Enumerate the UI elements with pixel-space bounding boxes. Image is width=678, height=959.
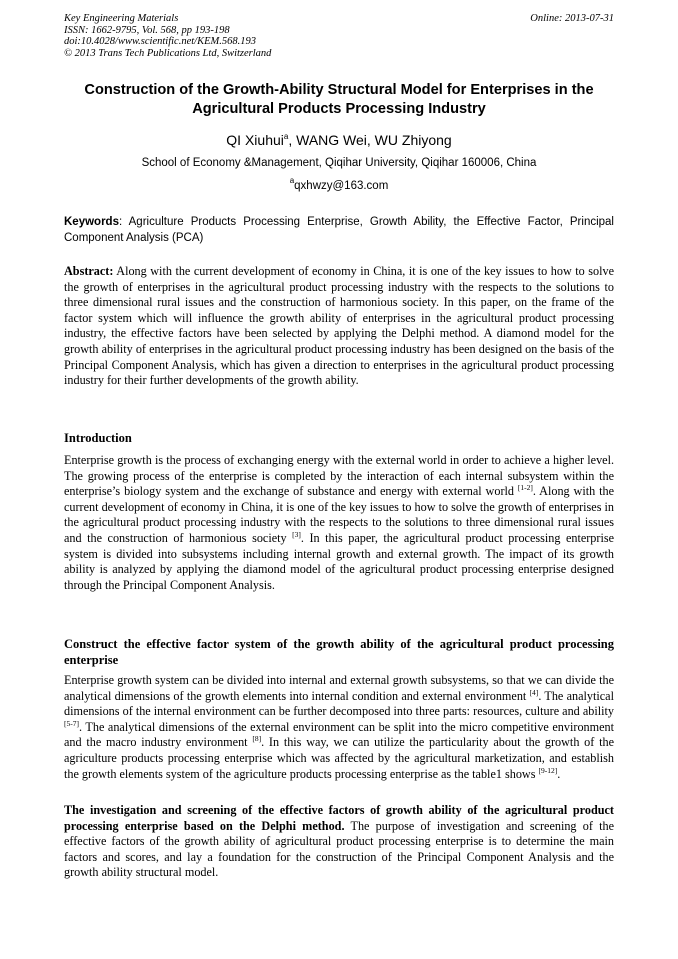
construct-text-4: . In this way, we can utilize the particularity about the growth of the agriculture products processing enterprise which was affected by the agricultural marketization, and establish the growth elements system of the agriculture products processing enterprise as the table1 shows xyxy=(64,735,614,781)
other-authors: , WANG Wei, WU Zhiyong xyxy=(288,132,452,148)
journal-name: Key Engineering Materials xyxy=(64,13,179,24)
author-list xyxy=(60,131,618,149)
introduction-paragraph xyxy=(64,453,614,593)
citation: [3] xyxy=(292,529,301,539)
citation: [5-7] xyxy=(64,718,79,728)
construct-text-2: . The analytical dimensions of the internal environment can be further decomposed into three parts: resources, culture and ability xyxy=(64,688,614,719)
intro-text-3: . In this paper, the agricultural product processing enterprise system is divided into subsystems including internal growth and external growth. The impact of its growth ability is analyzed by applying the diamond model of the agricultural product processing enterprise designed through the Principal Component Analysis. xyxy=(64,530,614,592)
paper-title: Construction of the Growth-Ability Structural Model for Enterprises in the Agricultural Products Processing Industry xyxy=(84,82,594,117)
citation: [4] xyxy=(529,687,539,697)
copyright-line: © 2013 Trans Tech Publications Ltd, Switzerland xyxy=(64,47,272,59)
citation: [1-2] xyxy=(517,483,533,493)
citation: [8] xyxy=(252,734,262,744)
construct-paragraph xyxy=(64,673,614,782)
abstract xyxy=(64,264,614,389)
investigation-text: The purpose of investigation and screening of the effective factors of the growth ability of agricultural product processing enterprise is to determine the main factors and scores, and lay a foundation for the construction of the Principal Component Analysis and the growth ability structural model. xyxy=(64,818,614,880)
investigation-paragraph xyxy=(64,803,614,881)
intro-text-1: Enterprise growth is the process of exchanging energy with the external world in order to achieve a higher level. The growing process of the enterprise is completed by the interaction of each internal subsystem within the enterprise’s biology system and the exchange of substance and energy with external world xyxy=(64,453,614,499)
email-address: qxhwzy@163.com xyxy=(294,180,389,192)
author-1: QI Xiuhui xyxy=(226,132,284,148)
doi-line: doi:10.4028/www.scientific.net/KEM.568.193 xyxy=(64,36,256,47)
intro-text-2: . Along with the current development of economy in China, it is one of the key issues to how to solve the growth of enterprises in the agricultural product processing industry with the respects to the solutions to three dimensional rural issues and the construction of harmonious society xyxy=(64,484,615,545)
journal-header xyxy=(64,13,614,59)
contact-email xyxy=(60,176,618,194)
online-date: Online: 2013-07-31 xyxy=(530,13,614,24)
construct-text-1: Enterprise growth system can be divided into internal and external growth subsystems, so that we can divide the analytical dimensions of the growth elements into internal condition and external environment xyxy=(64,673,614,703)
investigation-lead: The investigation and screening of the effective factors of growth ability of the agricultural product processing enterprise based on the Delphi method. xyxy=(64,803,614,833)
abstract-label: Abstract: xyxy=(64,264,114,278)
introduction-heading: Introduction xyxy=(64,431,132,445)
keywords-text: : Agriculture Products Processing Enterprise, Growth Ability, the Effective Factor, Principal Component Analysis (PCA) xyxy=(64,216,614,244)
construct-text-5: . xyxy=(557,766,561,781)
author-1-affil-mark: a xyxy=(283,132,289,141)
email-affil-mark: a xyxy=(289,176,295,185)
construct-text-3: . The analytical dimensions of the external environment can be split into the micro competitive environment and the macro industry environment xyxy=(64,719,614,750)
issn-line: ISSN: 1662-9795, Vol. 568, pp 193-198 xyxy=(64,24,230,36)
abstract-text: Along with the current development of economy in China, it is one of the key issues to how to solve the growth of enterprises in the agricultural product processing industry with the respects to the solutions to three dimensional rural issues and the construction of harmonious society. In this paper, on the frame of the factor system which will influence the growth ability of enterprises in the agricultural product processing industry, the effective factors have been selected by applying the Delphi method. A diamond model for the growth ability of enterprises in the agricultural product processing industry has been designed on the basis of the Principal Component Analysis, which has given a direction to enterprises in the agricultural product processing industry for their further developments of the growth ability. xyxy=(64,264,614,388)
affiliation: School of Economy &Management, Qiqihar University, Qiqihar 160006, China xyxy=(141,157,537,169)
citation: [9-12] xyxy=(538,765,558,775)
keywords-label: Keywords xyxy=(64,216,119,228)
construct-heading: Construct the effective factor system of the growth ability of the agricultural product processing enterprise xyxy=(64,637,614,667)
keywords xyxy=(64,214,614,246)
